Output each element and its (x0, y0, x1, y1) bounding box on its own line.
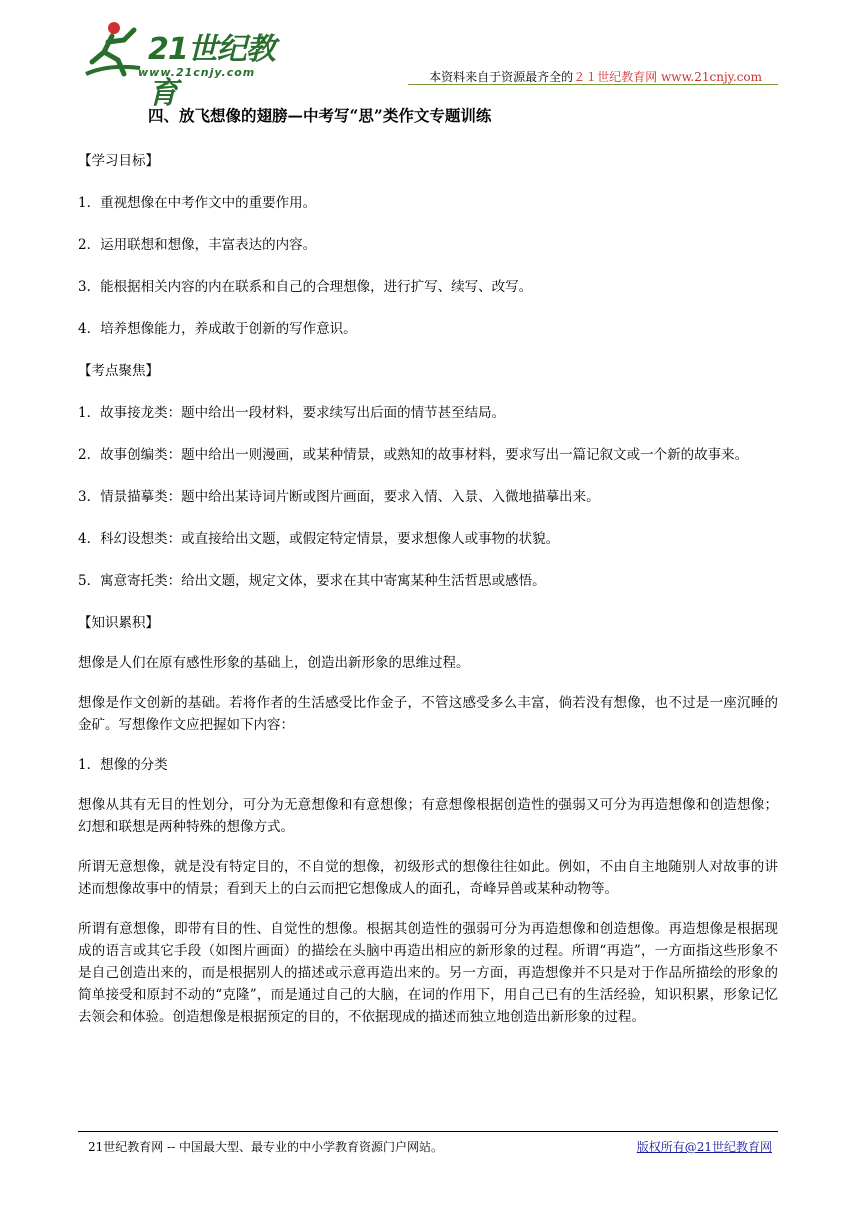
header-note-highlight[interactable]: ２１世纪教育网 (573, 70, 658, 84)
logo-url: www.21cnjy.com (138, 66, 256, 79)
focus-item: 3．情景描摹类：题中给出某诗词片断或图片画面，要求入情、入景、入微地描摹出来。 (78, 489, 600, 505)
focus-item: 5．寓意寄托类：给出文题，规定文体，要求在其中寄寓某种生活哲思或感悟。 (78, 573, 546, 589)
logo-text: 21世纪教育 (148, 32, 275, 111)
goals-heading: 【学习目标】 (78, 153, 159, 169)
focus-item: 1．故事接龙类：题中给出一段材料，要求续写出后面的情节甚至结局。 (78, 405, 506, 421)
focus-item: 4．科幻设想类：或直接给出文题，或假定特定情景，要求想像人或事物的状貌。 (78, 531, 560, 547)
focus-heading: 【考点聚焦】 (78, 363, 159, 379)
knowledge-paragraph: 所谓无意想像，就是没有特定目的，不自觉的想像，初级形式的想像往往如此。例如，不由自主地随别人对故事的讲述而想像故事中的情景；看到天上的白云而把它想像成人的面孔，奇峰异兽或某种动物等。 (78, 859, 778, 897)
header-note (429, 68, 762, 85)
document-body (78, 104, 778, 1028)
header-note-url[interactable]: www.21cnjy.com (661, 70, 762, 84)
header-note-prefix: 本资料来自于资源最齐全的 (429, 70, 574, 84)
knowledge-paragraph: 想像是人们在原有感性形象的基础上，创造出新形象的思维过程。 (78, 655, 470, 671)
knowledge-subheading: 1．想像的分类 (78, 757, 168, 773)
focus-item: 2．故事创编类：题中给出一则漫画，或某种情景，或熟知的故事材料，要求写出一篇记叙文或一个新的故事来。 (78, 447, 749, 463)
copyright-link[interactable]: 版权所有@21世纪教育网 (636, 1140, 772, 1154)
knowledge-paragraph: 想像是作文创新的基础。若将作者的生活感受比作金子，不管这感受多么丰富，倘若没有想像，也不过是一座沉睡的金矿。写想像作文应把握如下内容： (78, 695, 778, 733)
page-footer (88, 1138, 778, 1155)
page-title: 四、放飞想像的翅膀—中考写“思”类作文专题训练 (148, 106, 492, 125)
goal-item: 3．能根据相关内容的内在联系和自己的合理想像，进行扩写、续写、改写。 (78, 279, 533, 295)
knowledge-heading: 【知识累积】 (78, 615, 159, 631)
footer-text: 21世纪教育网 -- 中国最大型、最专业的中小学教育资源门户网站。 (88, 1140, 444, 1154)
site-logo[interactable] (78, 18, 298, 111)
header-divider (408, 84, 778, 85)
knowledge-paragraph: 想像从其有无目的性划分，可分为无意想像和有意想像；有意想像根据创造性的强弱又可分为再造想像和创造想像；幻想和联想是两种特殊的想像方式。 (78, 797, 778, 835)
goal-item: 2．运用联想和想像，丰富表达的内容。 (78, 237, 317, 253)
goal-item: 1．重视想像在中考作文中的重要作用。 (78, 195, 317, 211)
knowledge-paragraph: 所谓有意想像，即带有目的性、自觉性的想像。根据其创造性的强弱可分为再造想像和创造想像。再造想像是根据现成的语言或其它手段（如图片画面）的描绘在头脑中再造出相应的新形象的过程。所谓“再造”，一方面指这些形象不是自己创造出来的，而是根据别人的描述或示意再造出来的。另一方面，再造想像并不只是对于作品所描绘的形象的简单接受和原封不动的“克隆”，而是通过自己的大脑，在词的作用下，用自己已有的生活经验，知识积累，形象记忆去领会和体验。创造想像是根据预定的目的，不依据现成的描述而独立地创造出新形象的过程。 (78, 921, 778, 1025)
page-header (78, 18, 778, 111)
footer-divider (78, 1131, 778, 1132)
goal-item: 4．培养想像能力，养成敢于创新的写作意识。 (78, 321, 357, 337)
